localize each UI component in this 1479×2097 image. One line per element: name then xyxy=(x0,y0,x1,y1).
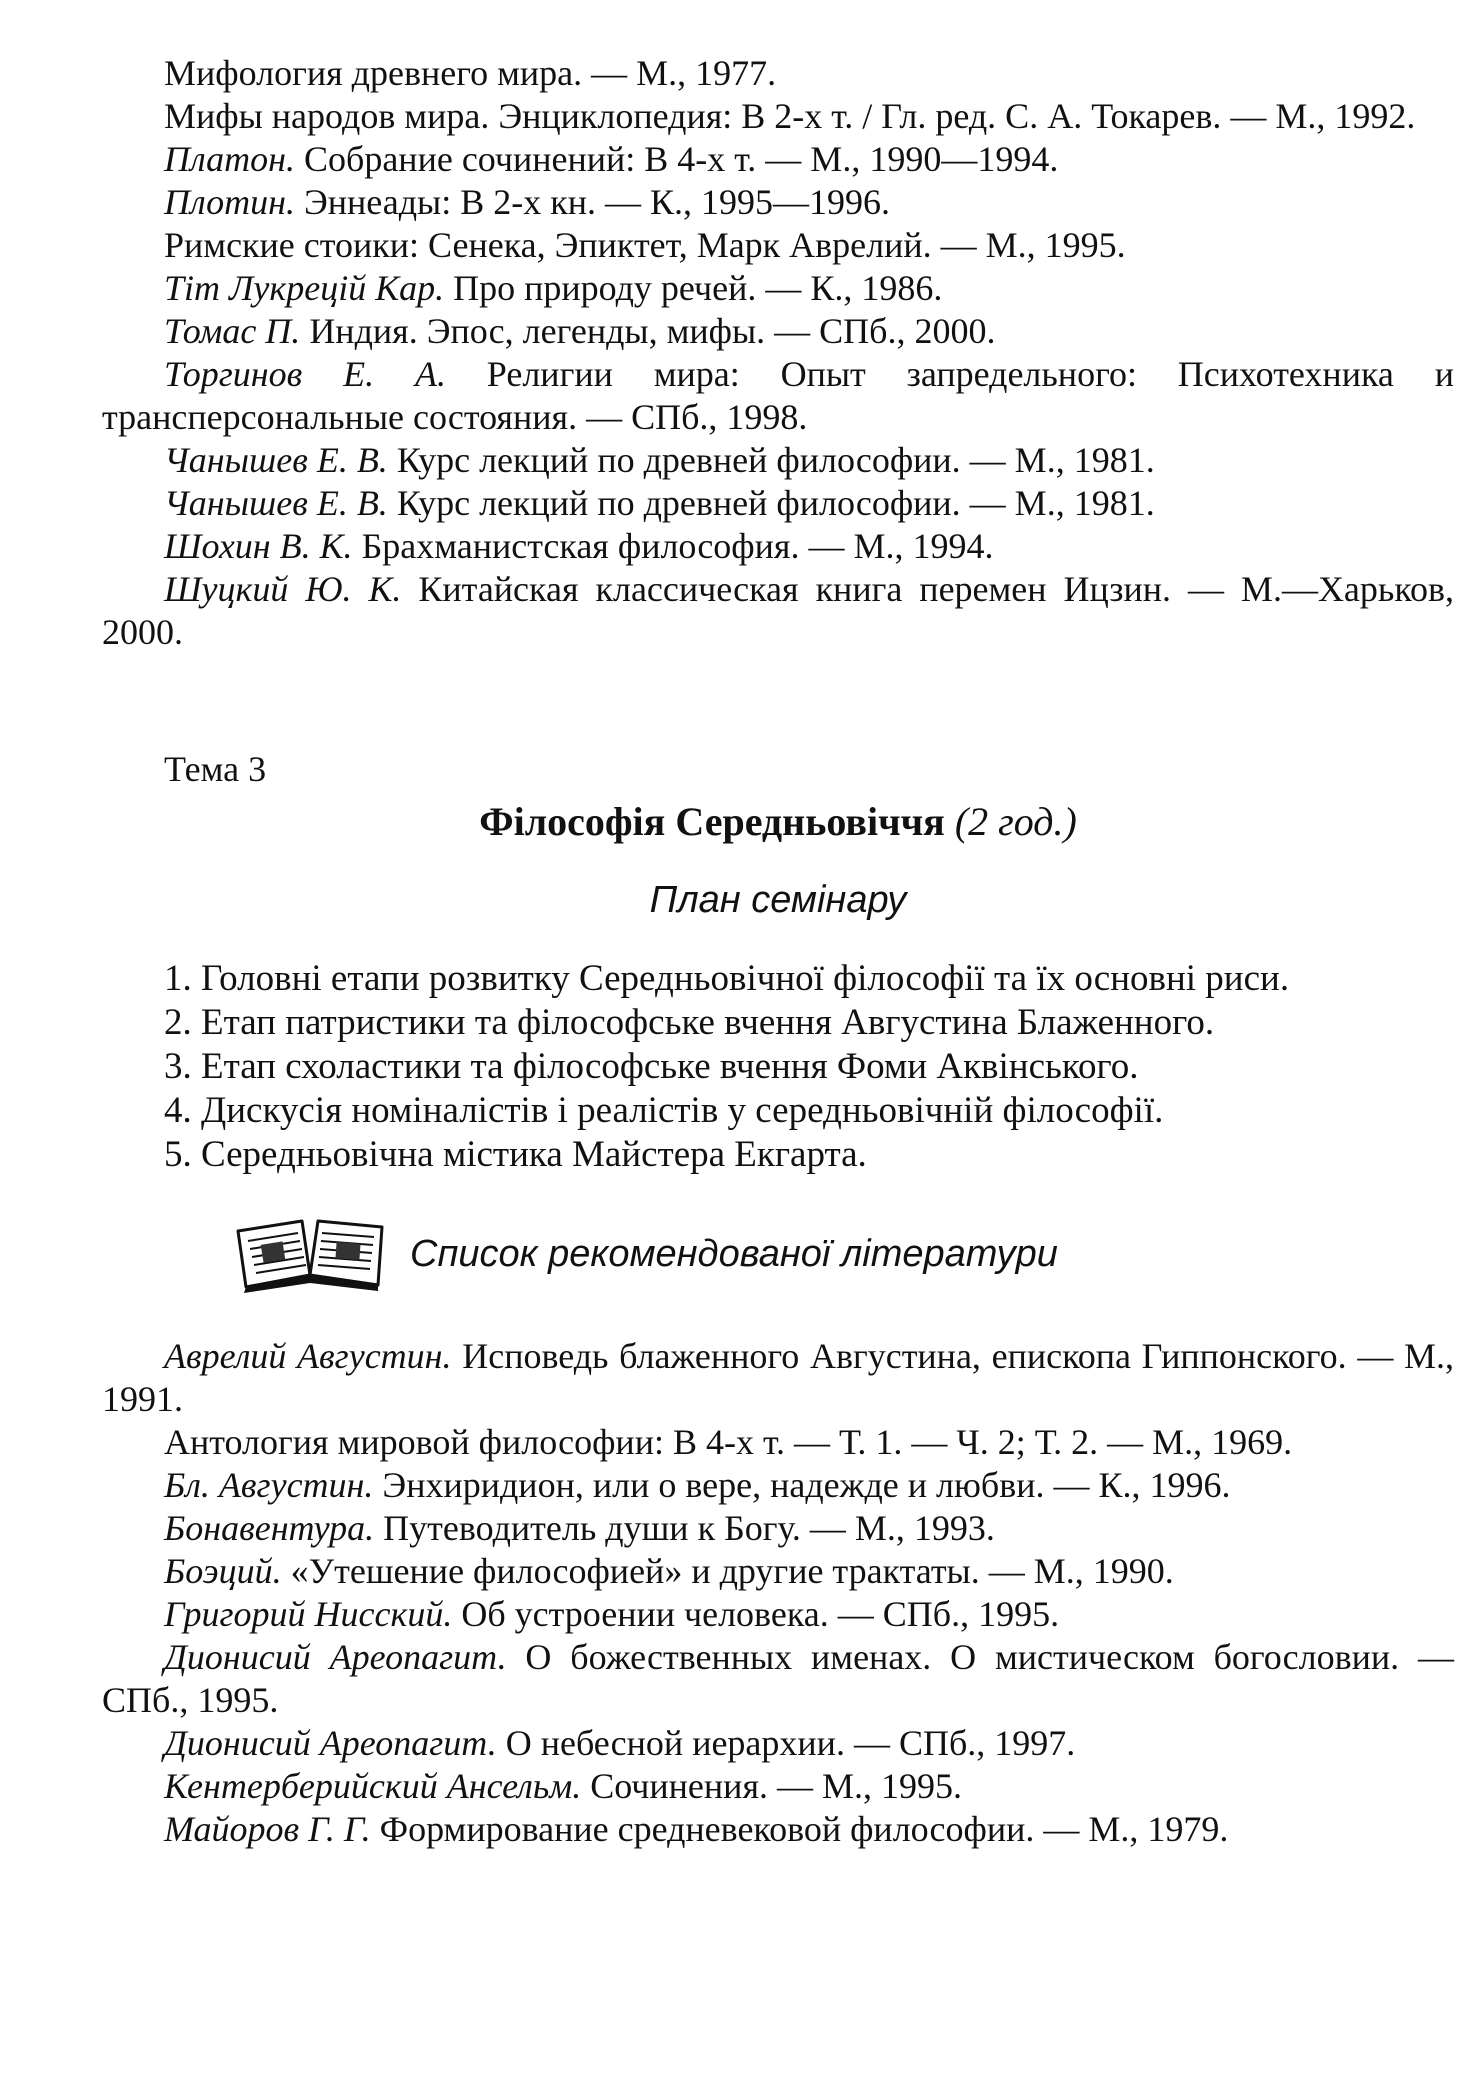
seminar-plan-title: План семінару xyxy=(649,879,907,921)
reference-item: Томас П. Индия. Эпос, легенды, мифы. — СПб., 2000. xyxy=(164,311,996,351)
document-page xyxy=(102,52,1454,1851)
plan-item: 2. Етап патристики та філософське вчення Августина Блаженного. xyxy=(164,1002,1215,1043)
reference-item: Римские стоики: Сенека, Эпиктет, Марк Аврелий. — М., 1995. xyxy=(164,225,1126,265)
plan-item: 4. Дискусія номіналістів і реалістів у середньовічній філософії. xyxy=(164,1090,1164,1131)
reference-item: Тіт Лукрецій Кар. Про природу речей. — К., 1986. xyxy=(164,268,943,308)
reference-item: Дионисий Ареопагит. О небесной иерархии. — СПб., 1997. xyxy=(164,1723,1076,1763)
reference-item: Шуцкий Ю. К. Китайская классическая книга перемен Ицзин. — М.—Харьков, 2000. xyxy=(102,569,1454,652)
topic-hours: (2 год.) xyxy=(954,799,1077,844)
reference-item: Дионисий Ареопагит. О божественных именах. О мистическом богословии. — СПб., 1995. xyxy=(102,1637,1455,1720)
reference-item: Бл. Августин. Энхиридион, или о вере, надежде и любви. — К., 1996. xyxy=(164,1465,1231,1505)
reference-list-bottom xyxy=(102,1335,1454,1851)
reference-item: Мифы народов мира. Энциклопедия: В 2-х т. / Гл. ред. С. А. Токарев. — М., 1992. xyxy=(164,96,1416,136)
reference-item: Плотин. Эннеады: В 2-х кн. — К., 1995—1996. xyxy=(164,182,890,222)
reference-list-top xyxy=(102,52,1454,654)
reference-item: Торгинов Е. А. Религии мира: Опыт запредельного: Психотехника и трансперсональные состояния. — СПб., 1998. xyxy=(102,354,1454,437)
seminar-plan-list xyxy=(102,957,1454,1177)
plan-item: 5. Середньовічна містика Майстера Екгарта. xyxy=(164,1134,867,1175)
literature-title: Список рекомендованої літератури xyxy=(410,1233,1058,1275)
reference-item: Григорий Нисский. Об устроении человека. — СПб., 1995. xyxy=(164,1594,1060,1634)
open-book-icon xyxy=(232,1213,390,1295)
reference-item: Платон. Собрание сочинений: В 4-х т. — М., 1990—1994. xyxy=(164,139,1059,179)
reference-item: Бонавентура. Путеводитель души к Богу. — М., 1993. xyxy=(164,1508,995,1548)
reference-item: Чанышев Е. В. Курс лекций по древней философии. — М., 1981. xyxy=(164,483,1155,523)
reference-item: Майоров Г. Г. Формирование средневековой философии. — М., 1979. xyxy=(164,1809,1229,1849)
topic-title xyxy=(102,797,1454,847)
topic-title-text: Філософія Середньовіччя xyxy=(479,799,945,844)
plan-item: 3. Етап схоластики та філософське вчення Фоми Аквінського. xyxy=(164,1046,1139,1087)
reference-item: Мифология древнего мира. — М., 1977. xyxy=(164,53,777,93)
literature-header xyxy=(102,1213,1454,1295)
reference-item: Боэций. «Утешение философией» и другие трактаты. — М., 1990. xyxy=(164,1551,1174,1591)
reference-item: Шохин В. К. Брахманистская философия. — М., 1994. xyxy=(164,526,994,566)
reference-item: Аврелий Августин. Исповедь блаженного Августина, епископа Гиппонского. — М., 1991. xyxy=(102,1336,1455,1419)
plan-item: 1. Головні етапи розвитку Середньовічної філософії та їх основні риси. xyxy=(164,958,1290,999)
topic-number: Тема 3 xyxy=(164,749,267,789)
reference-item: Кентерберийский Ансельм. Сочинения. — М., 1995. xyxy=(164,1766,963,1806)
reference-item: Чанышев Е. В. Курс лекций по древней философии. — М., 1981. xyxy=(164,440,1155,480)
reference-item: Антология мировой философии: В 4-х т. — Т. 1. — Ч. 2; Т. 2. — М., 1969. xyxy=(164,1422,1293,1462)
